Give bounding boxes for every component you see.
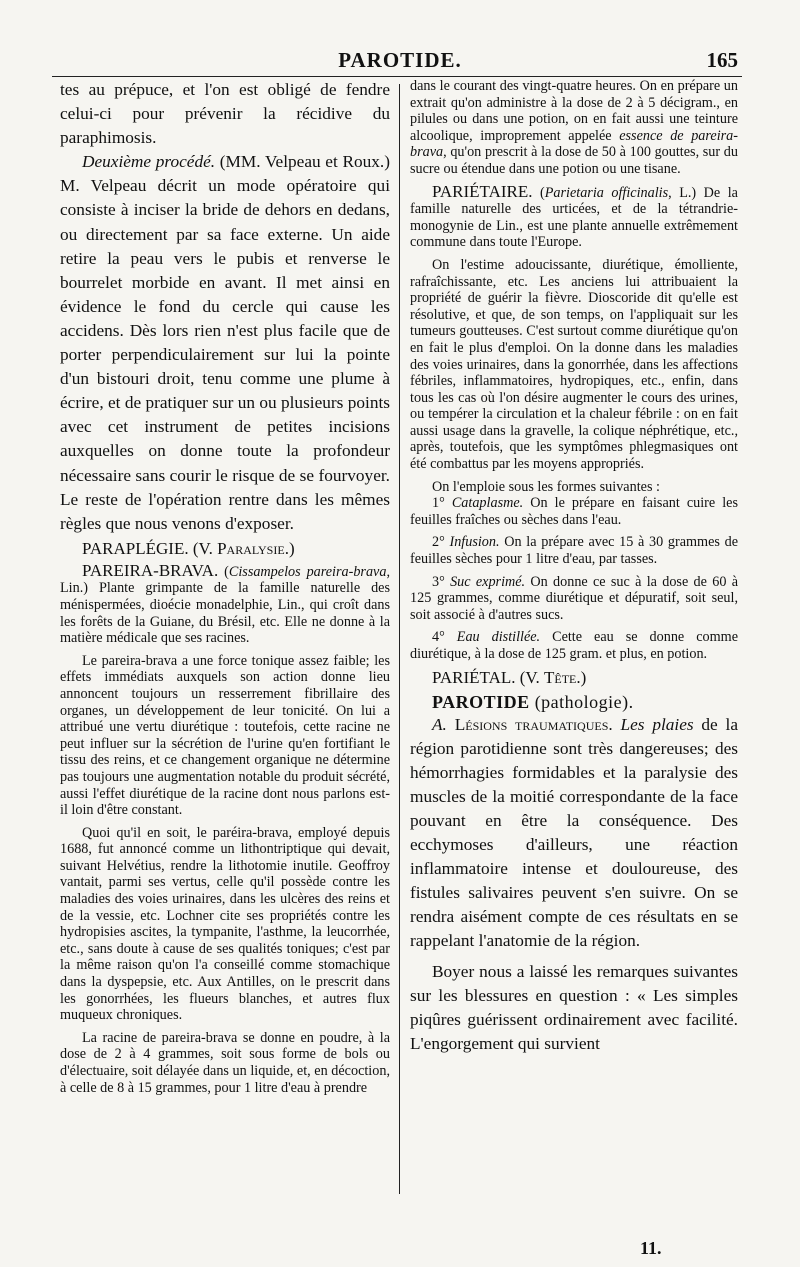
latin-close: , Lin.) (60, 563, 390, 597)
paragraph: tes au prépuce, et l'on est obligé de fendre celui-ci pour prévenir la récidive du paraphimosis. (60, 80, 390, 148)
form-label: Eau distillée. (456, 629, 541, 646)
paragraph-text: de la région parotidienne sont très dangereuses; des hémorrhagies formidables et la paralysie des muscles de la moitié correspondante de la face pouvant en être la conséquence. Des ecchymoses d'ailleurs, une réaction inflammatoire intense et douloureuse, des fistules salivaires peuvent s'en suivre. On se rendra aisément compte de ces résultats en se rappelant l'anatomie de la région. (410, 714, 738, 951)
italic-term: essence de pareira-brava (410, 127, 738, 161)
paragraph-text: On le prépare en faisant cuire les feuilles fraîches ou sèches dans l'eau. (410, 495, 738, 528)
signature-mark: 11. (640, 1238, 662, 1258)
paragraph-text: On la prépare avec 15 à 30 grammes de feuilles sèches pour 1 litre d'eau, par tasses. (410, 534, 738, 568)
item-number: 2° (432, 534, 445, 551)
latin-open: ( (532, 184, 545, 201)
right-column (410, 78, 738, 1056)
paragraph (410, 78, 738, 178)
latin-name: Parietaria officinalis (544, 184, 669, 201)
entry-title: PARIÉTAL. (432, 667, 516, 687)
paragraph-text: Cette eau se donne comme diurétique, à la dose de 125 gram. et plus, en potion. (410, 629, 738, 662)
paragraph-text: De la famille naturelle des urticées, et de la tétrandrie-monogynie de Lin., est une plante annuelle extrêmement commune dans toute l'Europe. (410, 184, 738, 251)
entry-ref-open: (V. (515, 667, 544, 687)
running-title: PAROTIDE. (338, 48, 462, 72)
cross-reference: Paralysie (217, 538, 285, 558)
entry-subtitle: (pathologie). (529, 691, 634, 712)
paragraph: On l'emploie sous les formes suivantes : (432, 478, 660, 495)
paragraph (60, 150, 390, 536)
form-item (410, 534, 738, 567)
latin-close: , L.) (668, 184, 697, 201)
paragraph: La racine de pareira-brava se donne en poudre, à la dose de 2 à 4 grammes, soit sous forme de bols ou d'électuaire, soit délayée dans un liquide, et, en décoction, à celle de 8 à 15 grammes, pour 1 litre d'eau à prendre (60, 1029, 390, 1096)
section-letter: A. (432, 714, 447, 734)
form-item (410, 574, 738, 624)
latin-open: ( (218, 563, 229, 580)
form-label: Suc exprimé. (450, 573, 526, 590)
entry-ref-open: (V. (188, 538, 218, 558)
entry-parietaire (410, 181, 738, 251)
left-column (60, 78, 390, 1096)
paragraph: Le pareira-brava a une force tonique assez faible; les effets immédiats auxquels son action donne lieu annoncent toujours un resserrement fibrillaire des organes, un développement de leur tonicité. On lui a attribué une vertu diurétique : toutefois, cette racine ne peut influer sur la sécrétion de l'urine qu'en fortifiant le tissu des reins, et ce changement organique ne détermine pas toujours une augmentation notable du produit sécrété, aussi l'effet diurétique de la racine dont nous parlons est-il loin d'être constant. (60, 652, 390, 819)
section-label: Lésions traumatiques. (446, 714, 613, 734)
entry-parotide (410, 691, 738, 713)
paragraph: Quoi qu'il en soit, le paréira-brava, employé depuis 1688, fut annoncé comme un lithontriptique qui devait, suivant Helvétius, rendre la lithotomie inutile. Geoffroy vantait, parmi ses vertus, celle qu'il possède contre les maladies des voies urinaires, dans les ulcères des reins et de la vessie, etc. Lochner cite ses propriétés contre les hydropisies ascites, la tympanite, l'asthme, la leucorrhée, etc., sans doute à cause de ses qualités toniques; c'est par la même raison qu'on l'a conseillé comme stomachique dans la dyspepsie, etc. Aux Antilles, on le prescrit dans les gonorrhées, les flueurs blanches, et autres flux muqueux chroniques. (60, 824, 390, 1024)
item-number: 3° (432, 573, 445, 590)
page-number: 165 (706, 48, 738, 72)
latin-name: Cissampelos pareira-brava (228, 563, 387, 580)
entry-ref-close: .) (284, 538, 295, 558)
cross-reference: Tête (544, 667, 577, 687)
entry-ref-close: .) (576, 667, 587, 687)
paragraph: Boyer nous a laissé les remarques suivantes sur les blessures en question : « Les simples piqûres guérissent ordinairement avec facilité. L'engorgement qui survient (410, 961, 738, 1053)
entry-title: PAREIRA-BRAVA. (82, 560, 219, 580)
paragraph-text: dans le courant des vingt-quatre heures. On en prépare un extrait qu'on administre à la dose de 2 à 5 décigram., en pilules ou dans une potion, on en fait aussi une teinture alcoolique, improprement appelée (410, 78, 738, 144)
header-rule (52, 76, 742, 77)
item-number: 1° (432, 495, 445, 512)
entry-title: PARAPLÉGIE. (82, 538, 189, 558)
form-label: Cataplasme. (451, 495, 524, 512)
running-head (0, 48, 800, 78)
paragraph-text: On donne ce suc à la dose de 60 à 125 grammes, comme diurétique et dépuratif, soit seul, soit associé à d'autres sucs. (410, 573, 739, 623)
column-divider (399, 84, 400, 1194)
paragraph (410, 713, 738, 954)
paragraph-text: , qu'on prescrit à la dose de 50 à 100 gouttes, sur du sucre ou étendue dans une potion ou une tisane. (410, 144, 738, 177)
item-number: 4° (432, 629, 445, 646)
form-label: Infusion. (449, 534, 500, 551)
paragraph-text: (MM. Velpeau et Roux.) M. Velpeau décrit un mode opératoire qui consiste à inciser la bride de dehors en dedans, ou directement par sa face externe. Un aide retire la peau vers le pubis et renverse le bourrelet morbide en avant. Il met ainsi en évidence le fond du cercle qui cause les accidens. Dès lors rien n'est plus facile que de porter perpendiculairement sur lui la pointe d'un bistouri droit, tenu comme une plume à écrire, et de pratiquer sur un ou plusieurs points avec cet instrument de petites incisions auxquelles on donne toute la profondeur nécessaire sans courir le risque de se fourvoyer. Le reste de l'opération rentre dans les mêmes règles que nous venons d'exposer. (60, 152, 390, 533)
form-item (410, 629, 738, 662)
entry-parietal (410, 667, 738, 689)
paragraph: On l'estime adoucissante, diurétique, émolliente, rafraîchissante, etc. Les anciens lui attribuaient la propriété de guérir la fièvre. Dioscoride dit qu'elle est résolutive, et que, de son temps, on l'appliquait sur les tumeurs goutteuses. C'est surtout comme diurétique qu'on en fait le plus d'emploi. On la donne dans les maladies des voies urinaires, dans la gonorrhée, dans les affections fébriles, inflammatoires, hydropiques, etc., enfin, dans tous les cas où l'on désire augmenter le cours des urines, ou tempérer la circulation et la chaleur fébrile : on en fait aussi usage dans la gravelle, la colique néphrétique, etc., après, toutefois, que les symptômes phlegmasiques ont été combattus par les moyens appropriés. (410, 256, 738, 473)
italic-term: Les plaies (612, 714, 694, 734)
paragraph-text: Plante grimpante de la famille naturelle des ménispermées, dioécie monadelphie, Lin., qui croît dans les forêts de la Guiane, du Brésil, etc. Elle ne donne à la matière médicale que ses racines. (60, 580, 390, 647)
procedure-label: Deuxième procédé. (82, 152, 216, 172)
entry-paraplegie (60, 538, 390, 560)
entry-title: PAROTIDE (432, 691, 530, 712)
form-item (410, 495, 738, 528)
entry-pareira-brava (60, 560, 390, 647)
entry-title: PARIÉTAIRE. (432, 181, 533, 201)
